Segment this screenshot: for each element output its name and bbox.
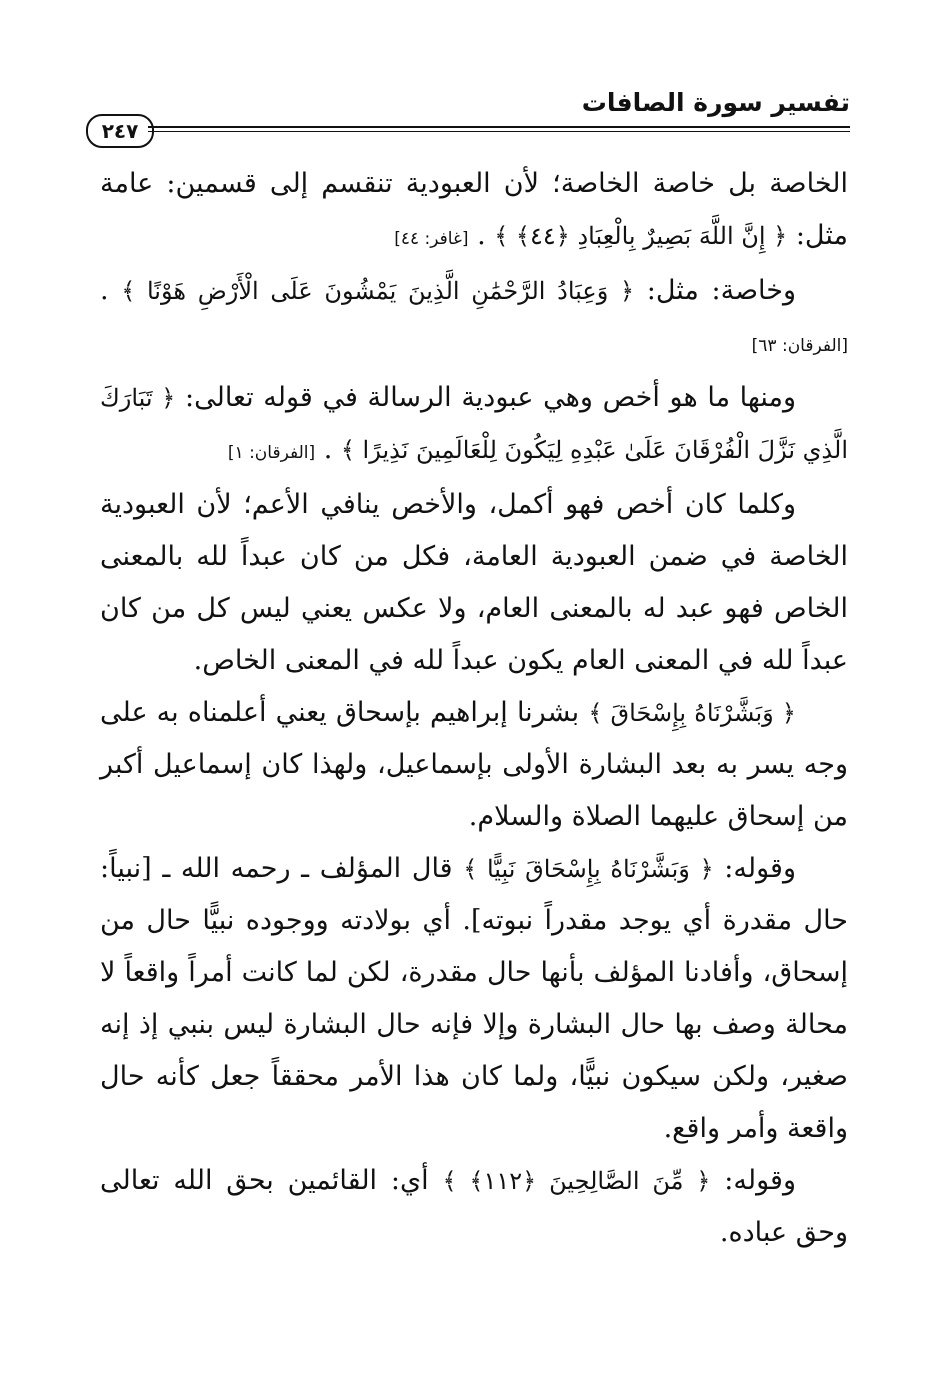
quran-verse: ﴿ وَعِبَادُ الرَّحْمَٰنِ الَّذِينَ يَمْشُونَ عَلَى الْأَرْضِ هَوْنًا ﴾ [121, 277, 635, 305]
paragraph-text: . [100, 275, 122, 306]
running-title: تفسير سورة الصافات [581, 88, 850, 117]
paragraph [100, 158, 848, 265]
quran-verse: ﴿ تَبَارَكَ الَّذِي نَزَّلَ الْفُرْقَانَ عَلَىٰ عَبْدِهِ لِيَكُونَ لِلْعَالَمِينَ نَذِيرًا ﴾ [100, 384, 848, 464]
page-body [100, 158, 848, 1259]
paragraph-text: قال المؤلف ـ رحمه الله ـ [نبياً: حال مقدرة أي يوجد مقدراً نبوته]. أي بولادته ووجوده نبيًّا حال من إسحاق، وأفادنا المؤلف بأنها حال مقدرة، لكن لما كانت أمراً واقعاً لا محالة وصف بها حال البشارة وإلا فإنه حال البشارة ليس بنبي إذ إنه صغير، ولكن سيكون نبيًّا، ولما كان هذا الأمر محققاً جعل كأنه حال واقعة وأمر واقع. [100, 853, 848, 1144]
paragraph-text: بشرنا إبراهيم بإسحاق يعني أعلمناه به على وجه يسر به بعد البشارة الأولى بإسماعيل، ولهذا كان إسماعيل أكبر من إسحاق عليهما الصلاة والسلام. [100, 697, 848, 832]
paragraph-text: ومنها ما هو أخص وهي عبودية الرسالة في قوله تعالى: [175, 382, 797, 413]
paragraph [100, 265, 848, 372]
quran-verse: ﴿ مِّنَ الصَّالِحِينَ ﴿١١٢﴾ ﴾ [442, 1167, 711, 1195]
paragraph-text: وقوله: [713, 853, 797, 884]
quran-verse: ﴿ وَبَشَّرْنَاهُ بِإِسْحَاقَ ﴾ [588, 699, 796, 727]
verse-reference: [الفرقان: ٦٣] [751, 336, 848, 356]
page-header [80, 82, 850, 144]
paragraph-text: وخاصة: مثل: [634, 275, 796, 306]
verse-reference: [غافر: ٤٤] [394, 229, 469, 249]
paragraph-text: أي: القائمين بحق الله تعالى وحق عباده. [100, 1165, 848, 1248]
paragraph-text: . [315, 434, 341, 465]
paragraph-text: الخاصة بل خاصة الخاصة؛ لأن العبودية تنقسم إلى قسمين: عامة مثل: [100, 168, 848, 251]
quran-verse: ﴿ وَبَشَّرْنَاهُ بِإِسْحَاقَ نَبِيًّا ﴾ [463, 855, 714, 883]
header-rule-thin [148, 131, 850, 132]
paragraph [100, 372, 848, 479]
paragraph [100, 843, 848, 1155]
paragraph-text: وقوله: [710, 1165, 796, 1196]
paragraph [100, 687, 848, 843]
paragraph [100, 1155, 848, 1259]
header-rule [148, 126, 850, 128]
paragraph-text: وكلما كان أخص فهو أكمل، والأخص ينافي الأعم؛ لأن العبودية الخاصة في ضمن العبودية العامة، فكل من كان عبداً لله بالمعنى الخاص فهو عبد له بالمعنى العام، ولا عكس يعني ليس كل من كان عبداً لله في المعنى العام يكون عبداً لله في المعنى الخاص. [100, 489, 848, 676]
paragraph [100, 479, 848, 687]
paragraph-text: . [468, 220, 495, 251]
verse-reference: [الفرقان: ١] [227, 443, 316, 463]
quran-verse: ﴿ إِنَّ اللَّهَ بَصِيرٌ بِالْعِبَادِ ﴿٤٤﴾ ﴾ [494, 222, 788, 250]
page-number: ٢٤٧ [86, 114, 154, 148]
